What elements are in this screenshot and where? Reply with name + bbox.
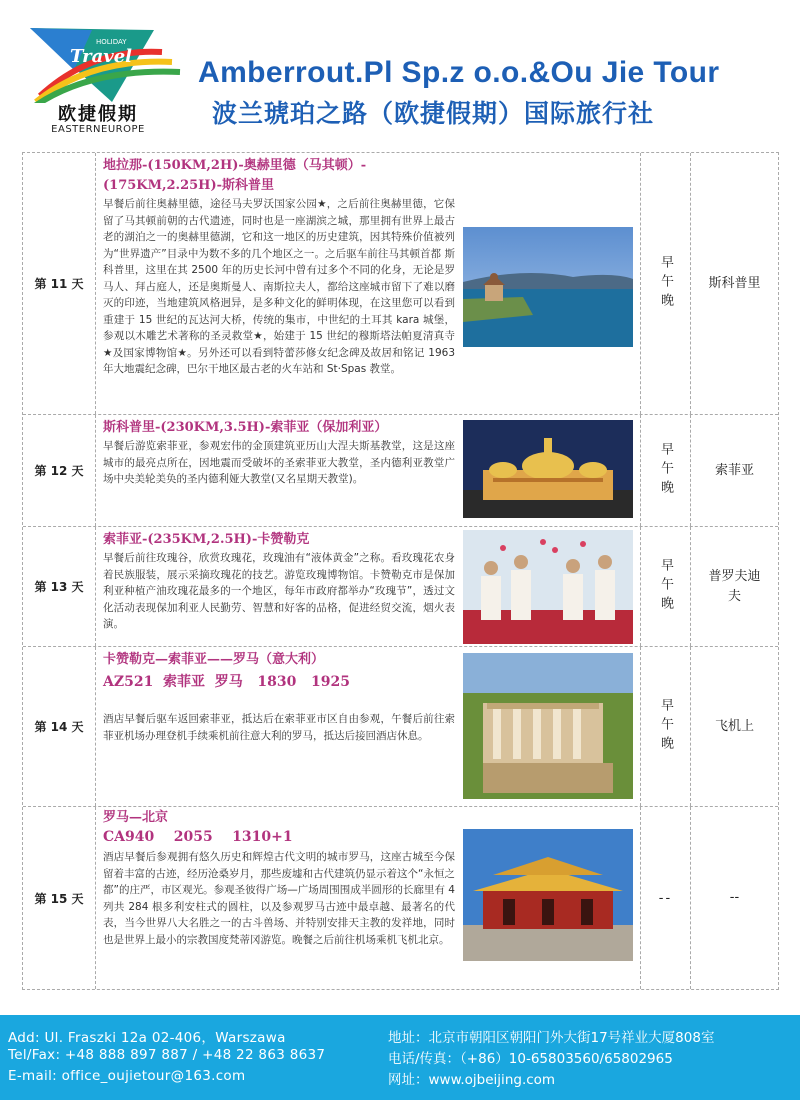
route-title-line-1: 索菲亚-(235KM,2.5H)-卡赞勒克: [103, 532, 310, 547]
flight-info: CA940 2055 1310+1: [103, 829, 293, 845]
day-content: [96, 527, 641, 646]
day-label: 第 13 天: [23, 527, 96, 646]
meals-cell: [641, 527, 691, 646]
meals-cell: [641, 415, 691, 526]
route-title-line-1: 斯科普里-(230KM,3.5H)-索菲亚（保加利亚）: [103, 420, 388, 435]
address-beijing: 地址：北京市朝阳区朝阳门外大街17号祥业大厦808室: [388, 1030, 715, 1046]
meals-cell: [641, 807, 691, 989]
address-poland: Add: Ul. Fraszki 12a 02-406，Warszawa: [8, 1030, 286, 1046]
hotel-cell: --: [729, 890, 740, 905]
day-description: 酒店早餐后驱车返回索菲亚，抵达后在索菲亚市区自由参观，午餐后前往索菲亚机场办理登机手续乘机前往意大利的罗马，抵达后接回酒店休息。: [103, 713, 455, 742]
day-label: 第 12 天: [23, 415, 96, 526]
day-content: [96, 153, 641, 414]
hotel-cell: 索菲亚: [714, 462, 754, 478]
route-title-line-2: (175KM,2.25H)-斯科普里: [103, 178, 274, 193]
meals-cell: [641, 647, 691, 806]
itinerary-table: [22, 152, 779, 990]
day-label: 第 11 天: [23, 153, 96, 414]
photo-lake-monastery: [463, 227, 633, 347]
logo-en-name: EASTERNEUROPE: [51, 124, 145, 135]
meals-cell: [641, 153, 691, 414]
logo-cn-name: 欧捷假期: [58, 104, 138, 125]
company-title-cn: 波兰琥珀之路（欧捷假期）国际旅行社: [212, 99, 655, 128]
day-description: 酒店早餐后参观拥有悠久历史和辉煌古代文明的城市罗马，这座古城至今保留着丰富的古迹，经历沧桑岁月，那些废墟和古代建筑仍显示着这个“永恒之都”的庄严，市区观光。参观圣彼得广场—广场周围围成半圆形的长廊里有 4 列共 284 根多利安柱式的圆柱，以及参观罗马古迹中最卓越、最著名的代表，当今世界八大名胜之一的古斗兽场、并特别安排天主教的发祥地，同时也是世界上最小的宗教国度梵蒂冈游览。晚餐之后前往机场乘机飞机北京。: [103, 851, 455, 946]
meals-text: 早午晚: [658, 558, 673, 615]
itinerary-row-day-13: [23, 527, 778, 647]
logo-small-word: HOLIDAY: [96, 38, 127, 46]
itinerary-row-day-12: [23, 415, 778, 527]
hotel-cell: 飞机上: [714, 718, 754, 734]
website-link[interactable]: 网址：www.ojbeijing.com: [388, 1072, 556, 1088]
route-title-line-1: 卡赞勒克—索菲亚——罗马（意大利）: [103, 652, 325, 667]
route-title-line-1: 罗马—北京: [103, 810, 169, 825]
contact-footer: [0, 1015, 800, 1100]
photo-chinese-gate: [463, 829, 633, 961]
meals-text: 早午晚: [658, 442, 673, 499]
day-description: 早餐后前往玫瑰谷，欣赏玫瑰花，玫瑰油有“液体黄金”之称。看玫瑰花农身着民族服装，展示采摘玫瑰花的技艺。游览玫瑰博物馆。卡赞勒克市是保加利亚种植产油玫瑰花最多的一个地区，每年市政府都举办“玫瑰节”，透过文化活动表现保加利亚人民勤劳、智慧和好客的品格，促进经贸交流，烟火表演。: [103, 552, 455, 630]
logo-emblem: [22, 18, 182, 103]
hotel-cell: 斯科普里: [708, 275, 761, 291]
route-title-line-1: 地拉那-(150KM,2H)-奥赫里德（马其顿）-: [103, 158, 367, 173]
day-content: [96, 647, 641, 806]
phone-beijing: 电话/传真：（+86）10-65803560/65802965: [388, 1051, 673, 1067]
photo-golden-cathedral: [463, 420, 633, 518]
day-description: 早餐后游览索菲亚，参观宏伟的金顶建筑亚历山大涅夫斯基教堂，这是这座城市的最亮点所在，因地震而受破坏的圣索菲亚大教堂，圣内德利亚教堂广场中央美轮美奂的圣内德利娅大教堂(又名星期天教堂)。: [103, 440, 455, 485]
flight-info: AZ521 索菲亚 罗马 1830 1925: [103, 674, 350, 690]
day-content: [96, 415, 641, 526]
phone-poland: Tel/Fax: +48 888 897 887 / +48 22 863 8637: [8, 1047, 326, 1063]
email-address[interactable]: E-mail: office_oujietour@163.com: [8, 1068, 246, 1084]
photo-roman-ruins: [463, 653, 633, 799]
itinerary-row-day-14: [23, 647, 778, 807]
logo-script-word: Travel: [70, 46, 132, 67]
day-label: 第 15 天: [23, 807, 96, 989]
meals-text: 早午晚: [658, 255, 673, 312]
meals-text: 早午晚: [658, 698, 673, 755]
page-header: [0, 0, 800, 150]
meals-text: --: [658, 890, 673, 906]
day-content: [96, 807, 641, 989]
itinerary-row-day-11: [23, 153, 778, 415]
company-title-en: Amberrout.Pl Sp.z o.o.&Ou Jie Tour: [198, 56, 720, 89]
day-label: 第 14 天: [23, 647, 96, 806]
day-description: 早餐后前往奥赫里德，途径马夫罗沃国家公园★，之后前往奥赫里德，它保留了马其顿前朝的古代遗迹，同时也是一座湖滨之城，那里拥有世界上最古老的湖泊之一的奥赫里德湖，它和这一地区的历史建筑，因其特殊价值被列为“世界遗产”目录中为数不多的几个地区之一。之后驱车前往马其顿首都 斯科普里，这里在其 2500 年的历史长河中曾有过多个不同的化身，无论是罗马人、拜占庭人，还是奥斯曼人、南斯拉夫人，都给这座城市留下了难以磨灭的印迹，当地建筑风格迥异，是多种文化的鲜明体现，在这里您可以看到重建于 15 世纪的瓦达河大桥，传统的集市，中世纪的土耳其 kara 城堡，参观以木雕艺术著称的圣灵救堂★，始建于 15 世纪的穆斯塔法帕夏清真寺★及国家博物馆★。另外还可以看到特蕾莎修女纪念碑及故居和铭记 1963 年大地震纪念碑，巴尔干地区最古老的火车站和 St·Spas 教堂。: [103, 198, 455, 375]
photo-rose-festival: [463, 530, 633, 644]
hotel-cell: 普罗夫迪夫: [708, 568, 761, 604]
itinerary-row-day-15: [23, 807, 778, 989]
